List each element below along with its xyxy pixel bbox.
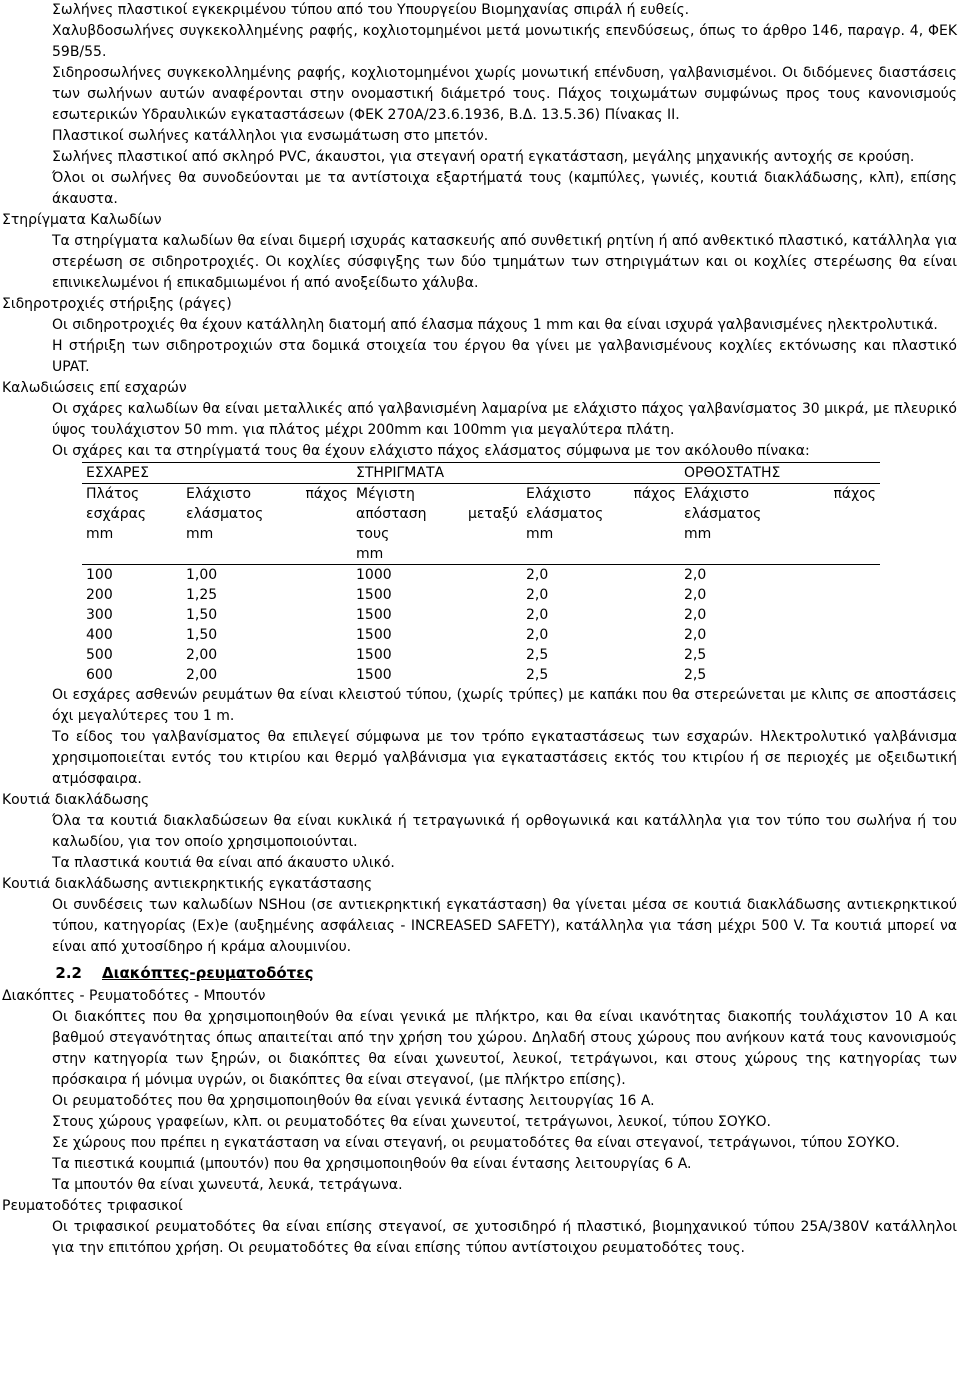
switches-paragraph-2: Οι ρευματοδότες που θα χρησιμοποιηθούν θα είναι γενικά έντασης λειτουργίας 16 A. [52, 1093, 655, 1109]
trays-heading: Καλωδιώσεις επί εσχαρών [2, 380, 187, 396]
switches-paragraph-1: Οι διακόπτες που θα χρησιμοποιηθούν θα είναι γενικά με πλήκτρο, και θα είναι ικανότητας διακοπής τουλάχιστον 10 A και βαθμού στεγανότητας όπως απαιτείται από την χρήση του χώρου. Δηλαδή στους χώρους που ανήκουν κατά τους κανονισμούς στην κατηγορία των ξηρών, οι διακόπτες θα είναι χωνευτοί, λευκοί, τετράγωνοι, και στους χώρους της κατηγορίας των πρόσκαιρα ή μόνιμα υγρών, οι διακόπτες θα είναι στεγανοί, (με πλήκτρο επίσης). [52, 1009, 957, 1088]
trays-after-paragraph-1: Οι εσχάρες ασθενών ρευμάτων θα είναι κλειστού τύπου, (χωρίς τρύπες) με καπάκι που θα στερεώνεται με κλιπς σε αποστάσεις όχι μεγαλύτερες του 1 m. [52, 687, 957, 724]
switches-paragraph-4: Σε χώρους που πρέπει η εγκατάσταση να είναι στεγανή, οι ρευματοδότες θα είναι στεγανοί, τετράγωνοι, τύπου ΣΟΥΚΟ. [52, 1135, 900, 1151]
threephase-paragraph: Οι τριφασικοί ρευματοδότες θα είναι επίσης στεγανοί, σε χυτοσιδηρό ή πλαστικό, βιομηχανικού τύπου 25A/380V κατάλληλοι για την επιτόπου χρήση. Οι ρευματοδότες θα είναι επίσης τύπου αντίστοιχου ρευματοδότες τους. [52, 1219, 957, 1256]
table-row: 600 2,00 1500 2,5 2,5 [86, 667, 707, 683]
group-header-supports: ΣΤΗΡΙΓΜΑΤΑ [352, 463, 680, 484]
tray-thickness-table [82, 462, 880, 685]
table-row: 100 1,00 1000 2,0 2,0 [86, 567, 707, 583]
intro-paragraph-3: Σιδηροσωλήνες συγκεκολλημένης ραφής, κοχλιοτομημένοι χωρίς μονωτική επένδυση, γαλβανισμένοι. Οι διδόμενες διαστάσεις των σωλήνων αυτών αναφέρονται στην ονομαστική διάμετρό τους. Πάχος τοιχωμάτων συμφώνως προς τους κανονισμούς εσωτερικών Υδραυλικών εγκαταστάσεων (ΦΕΚ 270Α/23.6.1936, Β.Δ. 13.5.36) Πίνακας ΙΙ. [52, 65, 957, 123]
header-upright-thickness: Ελάχιστο πάχος ελάσματος mm [680, 484, 880, 565]
exboxes-paragraph: Οι συνδέσεις των καλωδίων NSHou (σε αντιεκρηκτική εγκατάσταση) θα γίνεται μέσα σε κουτιά διακλάδωσης αντιεκρηκτικού τύπου, κατηγορίας (Ex)e (αυξημένης ασφάλειας - INCREASED SAFETY), κατάλληλα για τάση μέχρι 500 V. Τα κουτιά μπορεί να είναι από χυτοσίδηρο ή κράμα αλουμινίου. [52, 897, 957, 955]
supports-paragraph: Τα στηρίγματα καλωδίων θα είναι διμερή ισχυράς κατασκευής από συνθετική ρητίνη ή από ανθεκτικό πλαστικό, κατάλληλα για στερέωση σε σιδηροτροχιές. Οι κοχλίες σύσφιγξης των δύο τμημάτων των στηριγμάτων και οι κοχλίες στερέωσης θα είναι επινικελωμένοι ή επικαδμιωμένοι ή από ανοξείδωτο χάλυβα. [52, 233, 957, 291]
table-row: 500 2,00 1500 2,5 2,5 [86, 647, 707, 663]
switches-paragraph-3: Στους χώρους γραφείων, κλπ. οι ρευματοδότες θα είναι χωνευτοί, τετράγωνοι, λευκοί, τύπου ΣΟΥΚΟ. [52, 1114, 771, 1130]
section-heading [0, 962, 960, 984]
boxes-paragraph-1: Όλα τα κουτιά διακλαδώσεων θα είναι κυκλικά ή τετραγωνικά ή ορθογωνικά και κατάλληλα για τον τύπο του σωλήνα ή του καλωδίου, για τον οποίο χρησιμοποιούνται. [52, 813, 957, 850]
supports-heading: Στηρίγματα Καλωδίων [2, 212, 162, 228]
intro-paragraph-1: Σωλήνες πλαστικοί εγκεκριμένου τύπου από του Υπουργείου Βιομηχανίας σπιράλ ή ευθείς. [52, 2, 690, 18]
switches-paragraph-5: Τα πιεστικά κουμπιά (μπουτόν) που θα χρησιμοποιηθούν θα είναι έντασης λειτουργίας 6 A. [52, 1156, 692, 1172]
section-number: 2.2 [55, 964, 82, 982]
switches-paragraph-6: Τα μπουτόν θα είναι χωνευτά, λευκά, τετράγωνα. [52, 1177, 403, 1193]
intro-paragraph-6: Όλοι οι σωλήνες θα συνοδεύονται με τα αντίστοιχα εξαρτήματά τους (καμπύλες, γωνιές, κουτιά διακλάδωσης, κλπ), επίσης άκαυστα. [52, 170, 957, 207]
group-header-upright: ΟΡΘΟΣΤΑΤΗΣ [680, 463, 880, 484]
header-width: Πλάτος εσχάρας mm [82, 484, 182, 565]
intro-paragraph-4: Πλαστικοί σωλήνες κατάλληλοι για ενσωμάτωση στο μπετόν. [52, 128, 489, 144]
header-max-distance: Μέγιστη απόσταση μεταξύ τους mm [352, 484, 522, 565]
exboxes-heading: Κουτιά διακλάδωσης αντιεκρηκτικής εγκατάστασης [2, 876, 373, 892]
trays-paragraph-1: Οι σχάρες καλωδίων θα είναι μεταλλικές από γαλβανισμένη λαμαρίνα με ελάχιστο πάχος γαλβανίσματος 30 μικρά, με πλευρικό ύψος τουλάχιστον 50 mm. για πλάτος μέχρι 200mm και 100mm για μεγαλύτερα πλάτη. [52, 401, 957, 438]
header-tray-thickness: Ελάχιστο πάχος ελάσματος mm [182, 484, 352, 565]
rails-paragraph-2: Η στήριξη των σιδηροτροχιών στα δομικά στοιχεία του έργου θα γίνει με γαλβανισμένους κοχλίες εκτόνωσης και πλαστικό UPAT. [52, 338, 957, 375]
boxes-paragraph-2: Τα πλαστικά κουτιά θα είναι από άκαυστο υλικό. [52, 855, 395, 871]
table-row: 200 1,25 1500 2,0 2,0 [86, 587, 707, 603]
table-header-row [82, 484, 880, 565]
table-row: 400 1,50 1500 2,0 2,0 [86, 627, 707, 643]
table-group-row [82, 463, 880, 484]
intro-paragraph-5: Σωλήνες πλαστικοί από σκληρό PVC, άκαυστοι, για στεγανή ορατή εγκατάσταση, μεγάλης μηχανικής αντοχής σε κρούση. [52, 149, 915, 165]
group-header-trays: ΕΣΧΑΡΕΣ [82, 463, 352, 484]
header-support-thickness: Ελάχιστο πάχος ελάσματος mm [522, 484, 680, 565]
rails-paragraph-1: Οι σιδηροτροχιές θα έχουν κατάλληλη διατομή από έλασμα πάχους 1 mm και θα είναι ισχυρά γαλβανισμένες ηλεκτρολυτικά. [52, 317, 938, 333]
section-title: Διακόπτες-ρευματοδότες [102, 964, 314, 982]
switches-heading: Διακόπτες - Ρευματοδότες - Μπουτόν [2, 988, 266, 1004]
trays-paragraph-2: Οι σχάρες και τα στηρίγματά τους θα έχουν ελάχιστο πάχος ελάσματος σύμφωνα με τον ακόλουθο πίνακα: [52, 443, 810, 459]
intro-paragraph-2: Χαλυβδοσωλήνες συγκεκολλημένης ραφής, κοχλιοτομημένοι μετά μονωτικής επενδύσεως, όπως το άρθρο 146, παραγρ. 4, ΦΕΚ 59Β/55. [52, 23, 957, 60]
threephase-heading: Ρευματοδότες τριφασικοί [2, 1198, 183, 1214]
trays-after-paragraph-2: Το είδος του γαλβανίσματος θα επιλεγεί σύμφωνα με τον τρόπο εγκαταστάσεως των εσχαρών. Ηλεκτρολυτικό γαλβάνισμα χρησιμοποιείται εντός του κτιρίου και θερμό γαλβάνισμα για εγκαταστάσεις εκτός του κτιρίου ή σε περιοχές με οξειδωτική ατμόσφαιρα. [52, 729, 957, 787]
rails-heading: Σιδηροτροχιές στήριξης (ράγες) [2, 296, 232, 312]
table-row: 300 1,50 1500 2,0 2,0 [86, 607, 707, 623]
boxes-heading: Κουτιά διακλάδωσης [2, 792, 150, 808]
